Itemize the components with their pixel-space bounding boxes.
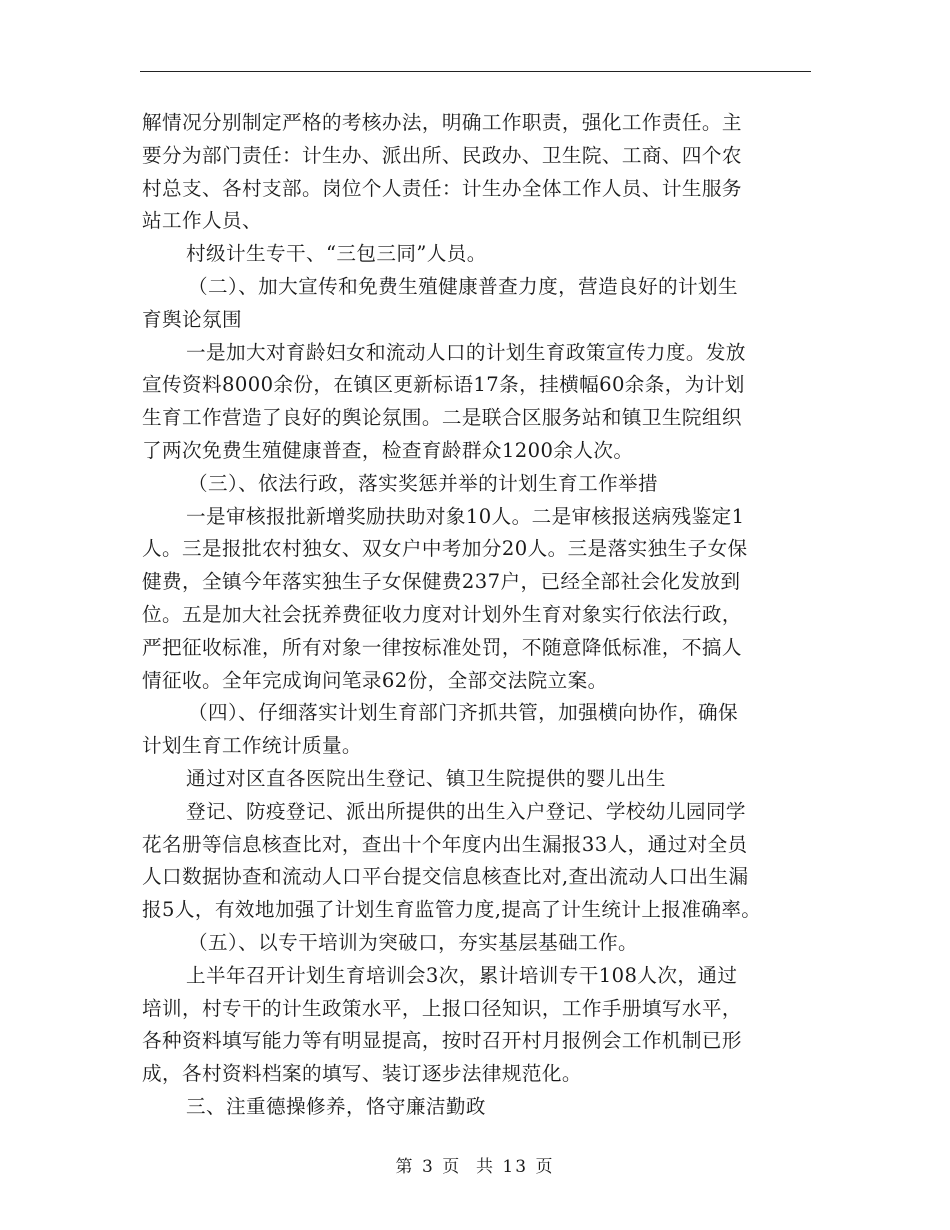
section-heading: （三）、依法行政，落实奖惩并举的计划生育工作举措 (188, 471, 659, 495)
paragraph-line: 成，各村资料档案的填写、装订逐步法律规范化。 (142, 1062, 582, 1086)
paragraph-line: 了两次免费生殖健康普查，检查育龄群众1200余人次。 (142, 438, 634, 462)
paragraph-line: 登记、防疫登记、派出所提供的出生入户登记、学校幼儿园同学 (186, 799, 746, 823)
paragraph-line: 情征收。全年完成询问笔录62份，全部交法院立案。 (142, 668, 608, 692)
footer-suffix: 页 (535, 1157, 555, 1177)
footer-prefix: 第 (395, 1157, 415, 1177)
header-rule (140, 71, 811, 72)
paragraph-line: 花名册等信息核查比对，查出十个年度内出生漏报33人，通过对全员 (142, 832, 748, 856)
footer-total-pages: 13 (502, 1157, 529, 1177)
paragraph-line: 生育工作营造了良好的舆论氛围。二是联合区服务站和镇卫生院组织 (142, 406, 742, 430)
section-heading: （二）、加大宣传和免费生殖健康普查力度，营造良好的计划生 (188, 274, 739, 298)
paragraph-line: 解情况分别制定严格的考核办法，明确工作职责，强化工作责任。主 (142, 111, 742, 134)
section-heading-continued: 计划生育工作统计质量。 (142, 734, 362, 758)
footer-middle: 页 共 (442, 1157, 495, 1177)
section-heading: （五）、以专干培训为突破口，夯实基层基础工作。 (188, 930, 639, 954)
paragraph-line: 人口数据协查和流动人口平台提交信息核查比对,查出流动人口出生漏 (142, 865, 749, 889)
paragraph-line: 通过对区直各医院出生登记、镇卫生院提供的婴儿出生 (186, 766, 666, 790)
paragraph-line: 各种资料填写能力等有明显提高，按时召开村月报例会工作机制已形 (142, 1029, 742, 1053)
paragraph-line: 上半年召开计划生育培训会3次，累计培训专干108人次，通过 (186, 963, 738, 987)
paragraph-line: 严把征收标准，所有对象一律按标准处罚，不随意降低标准，不搞人 (142, 635, 742, 659)
paragraph-line: 培训，村专干的计生政策水平，上报口径知识，工作手册填写水平， (142, 996, 742, 1020)
paragraph-line: 人。三是报批农村独女、双女户中考加分20人。三是落实独生子女保 (142, 537, 748, 561)
paragraph-line: 要分为部门责任：计生办、派出所、民政办、卫生院、工商、四个农 (142, 143, 742, 167)
page-footer (0, 1152, 950, 1177)
paragraph-line: 宣传资料8000余份，在镇区更新标语17条，挂横幅60余条，为计划 (142, 373, 745, 397)
document-body (142, 107, 822, 1124)
paragraph-line: 村级计生专干、“三包三同”人员。 (186, 242, 487, 266)
paragraph-line: 一是加大对育龄妇女和流动人口的计划生育政策宣传力度。发放 (186, 340, 746, 364)
paragraph-line: 站工作人员、 (142, 209, 262, 233)
section-heading-continued: 育舆论氛围 (142, 307, 242, 331)
paragraph-line: 报5人，有效地加强了计划生育监管力度,提高了计生统计上报准确率。 (142, 898, 762, 922)
paragraph-line: 一是审核报批新增奖励扶助对象10人。二是审核报送病残鉴定1 (186, 504, 745, 528)
paragraph-line: 位。五是加大社会抚养费征收力度对计划外生育对象实行依法行政， (142, 602, 742, 626)
section-heading: 三、注重德操修养，恪守廉洁勤政 (186, 1094, 486, 1118)
section-heading: （四）、仔细落实计划生育部门齐抓共管，加强横向协作，确保 (188, 701, 739, 725)
paragraph-line: 村总支、各村支部。岗位个人责任：计生办全体工作人员、计生服务 (142, 176, 742, 200)
footer-current-page: 3 (421, 1157, 435, 1177)
paragraph-line: 健费，全镇今年落实独生子女保健费237户，已经全部社会化发放到 (142, 570, 741, 594)
